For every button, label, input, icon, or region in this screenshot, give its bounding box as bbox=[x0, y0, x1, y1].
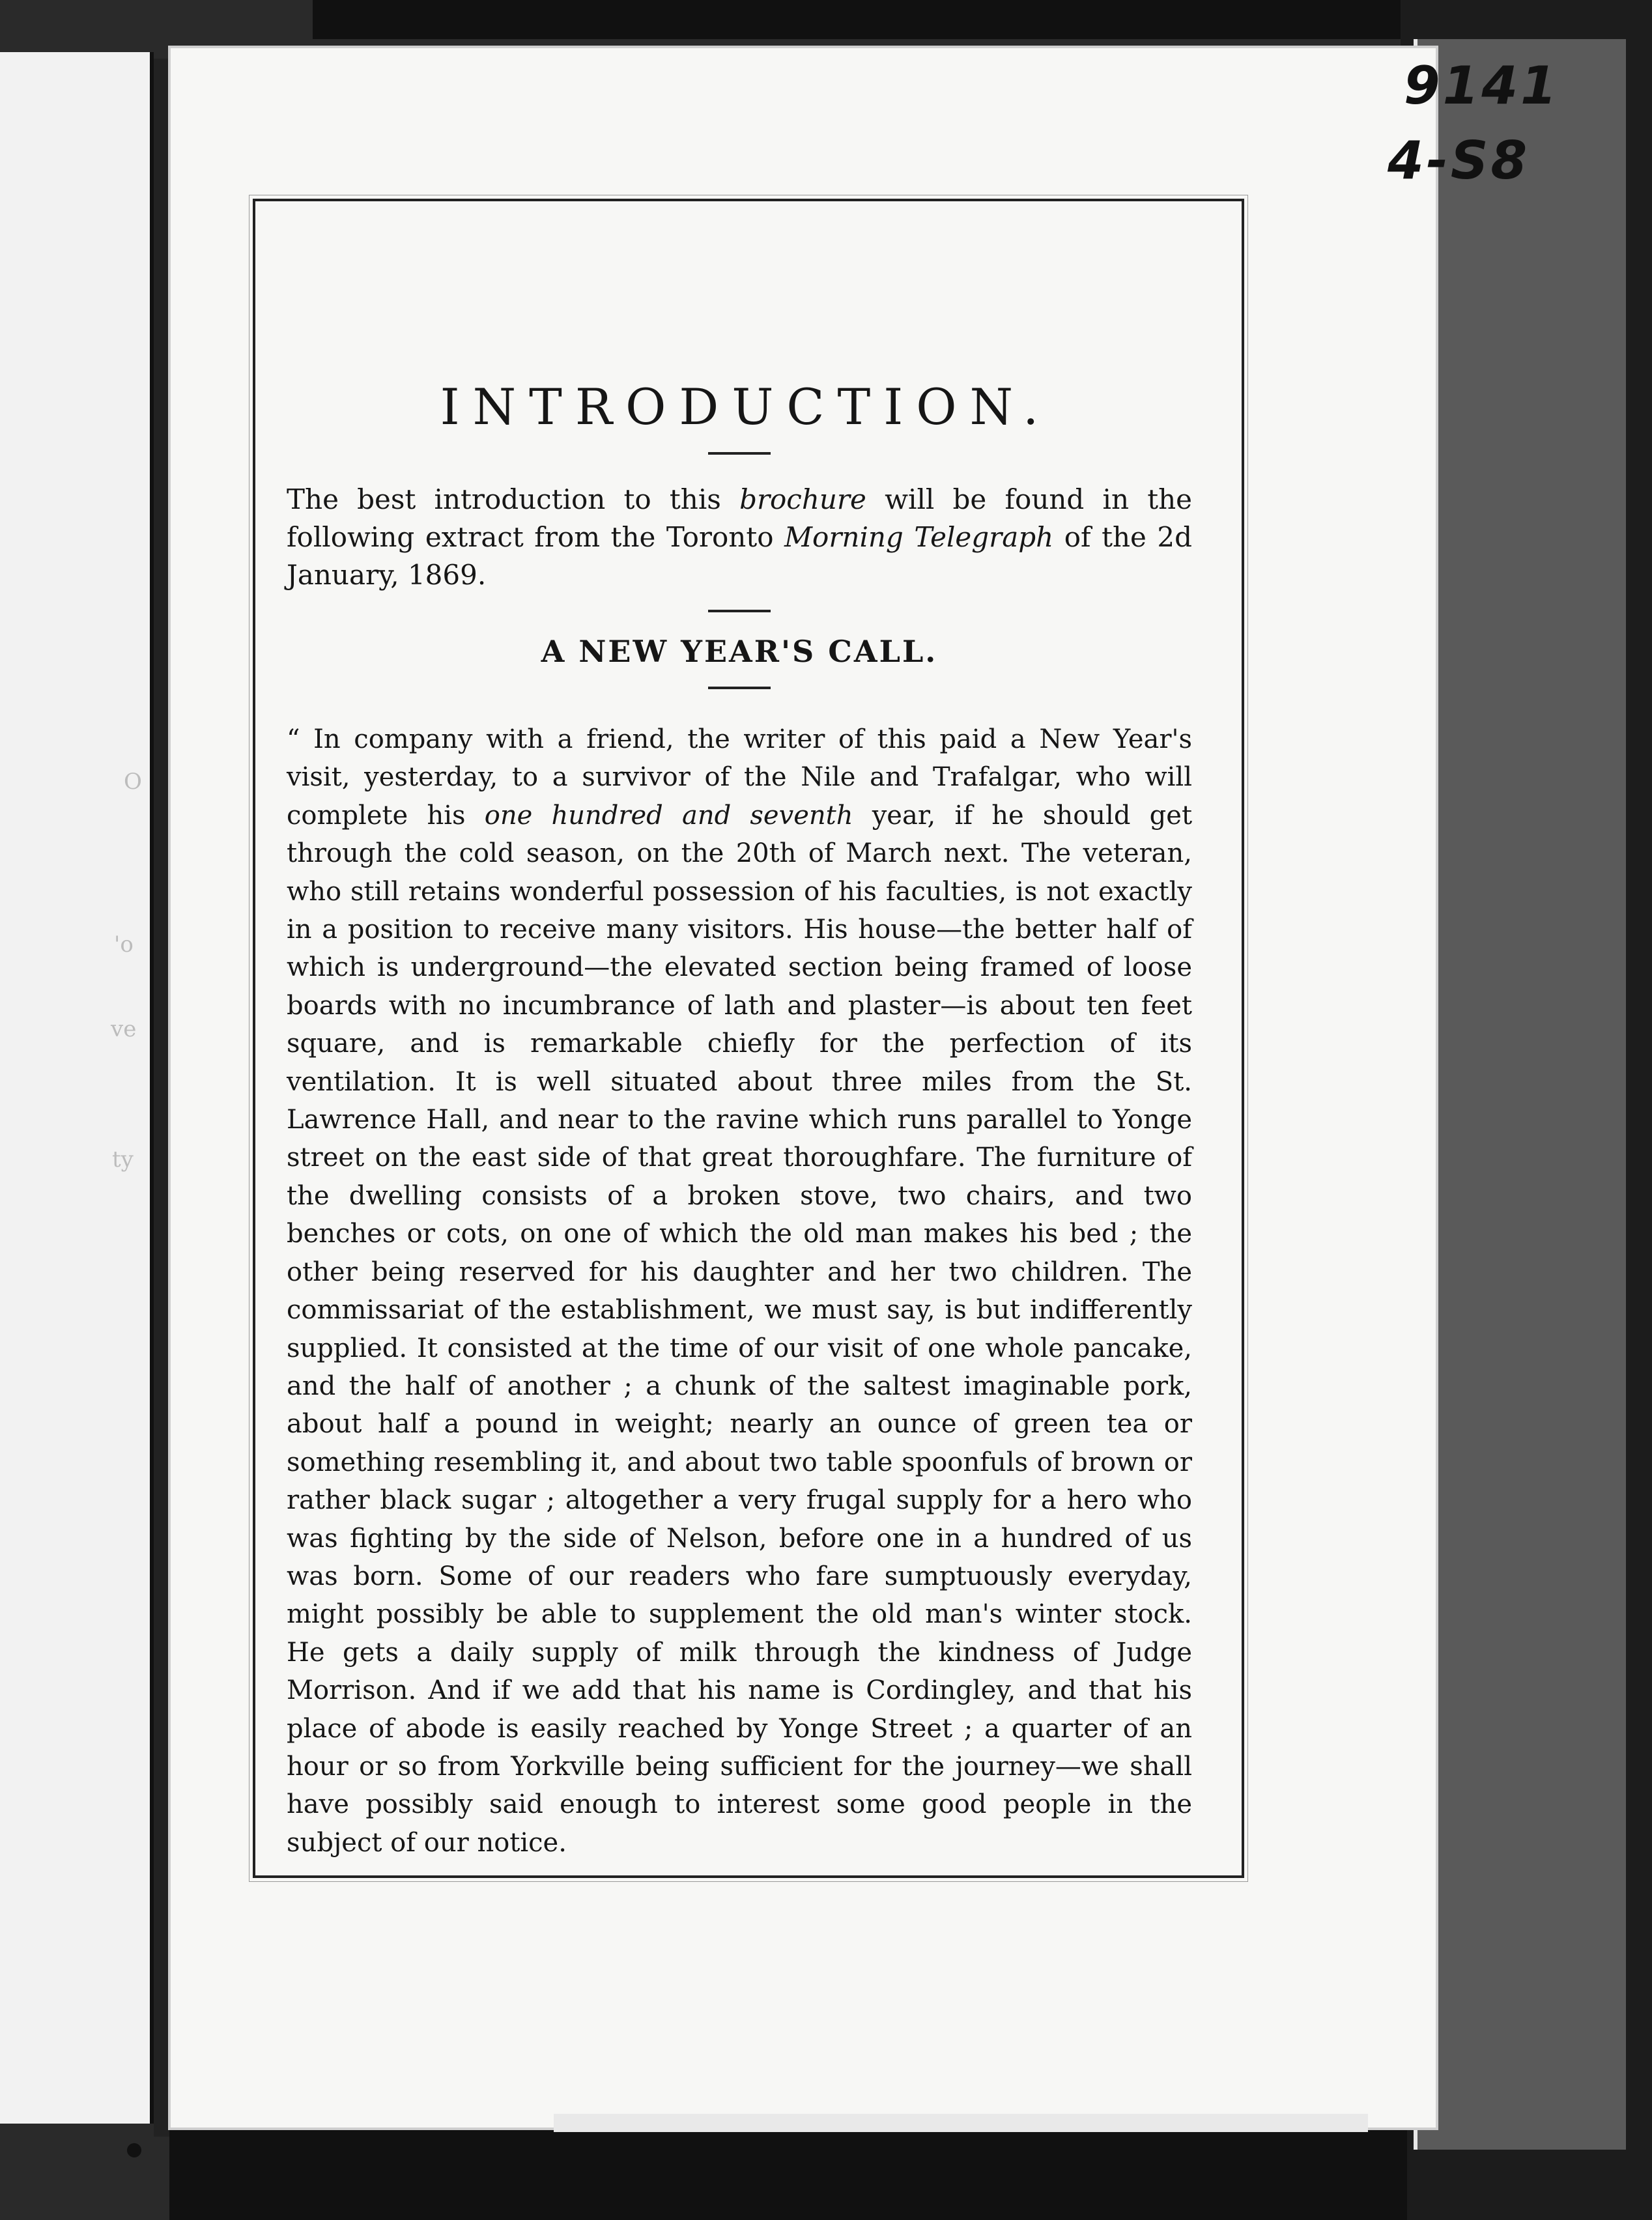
intro-text: of the 2d January, 1869. bbox=[287, 521, 1192, 591]
article-italic: one hundred and seventh bbox=[484, 800, 853, 831]
gutter-shadow bbox=[154, 59, 169, 2137]
cover-board bbox=[1414, 39, 1626, 2150]
divider bbox=[708, 687, 771, 689]
bleed-text: O bbox=[124, 769, 142, 795]
handwritten-shelfmark: 9141 bbox=[1404, 55, 1559, 116]
facing-page bbox=[0, 52, 154, 2124]
intro-paragraph bbox=[287, 481, 1192, 594]
intro-italic: Morning Telegraph bbox=[784, 521, 1054, 553]
handwritten-shelfmark: 4-S8 bbox=[1388, 130, 1530, 191]
page-title: INTRODUCTION. bbox=[440, 378, 1052, 436]
intro-italic: brochure bbox=[739, 483, 866, 515]
ink-spot bbox=[127, 2143, 141, 2157]
divider bbox=[708, 610, 771, 612]
page-edge-strip bbox=[554, 2114, 1368, 2132]
intro-text: The best introduction to this bbox=[287, 483, 740, 515]
scan-border-bottom bbox=[169, 2130, 1407, 2220]
article-heading: A NEW YEAR'S CALL. bbox=[541, 634, 938, 669]
page-content bbox=[287, 378, 1192, 1862]
scan-border-top bbox=[313, 0, 1420, 39]
article-text: “ In company with a friend, the writer of this paid a New Year's visit, yesterday, to a survivor of the Nile and Trafalgar, who will complete his bbox=[287, 724, 1192, 831]
bleed-text: ty bbox=[112, 1146, 134, 1173]
divider bbox=[708, 452, 771, 455]
article-text: year, if he should get through the cold season, on the 20th of March next. The veteran, who still retains wonderful possession of his faculties, is not exactly in a position to receive many visitors. His house—the better half of which is underground—the elevated section being framed of loose boards with no incumbrance of lath and plaster—is about ten feet square, and is remarkable chiefly for the perfection of its ventilation. It is well situated about three miles from the St. Lawrence Hall, and near to the ravine which runs parallel to Yonge street on the east side of that great thoroughfare. The furniture of the dwelling consists of a broken stove, two chairs, and two benches or cots, on one of which the old man makes his bed ; the other being reserved for his daughter and her two children. The commissariat of the establishment, we must say, is but indifferently supplied. It consisted at the time of our visit of one whole pancake, and the half of another ; a chunk of the saltest imaginable pork, about half a pound in weight; nearly an ounce of green tea or something resembling it, and about two table spoonfuls of brown or rather black sugar ; altogether a very frugal supply for a hero who was fighting by the side of Nelson, before one in a hundred of us was born. Some of our readers who fare sumptuously everyday, might possibly be able to supplement the old man's winter stock. He gets a daily supply of milk through the kindness of Judge Morrison. And if we add that his name is Cordingley, and that his place of abode is easily reached by Yonge Street ; a quarter of an hour or so from Yorkville being sufficient for the journey—we shall have possibly said enough to interest some good people in the subject of our notice. bbox=[287, 800, 1193, 1858]
bleed-text: ve bbox=[111, 1016, 137, 1042]
intro-text: will be found in the following extract from the Toronto bbox=[287, 483, 1192, 553]
bleed-text: 'o bbox=[114, 932, 134, 958]
article-body bbox=[287, 720, 1192, 1862]
